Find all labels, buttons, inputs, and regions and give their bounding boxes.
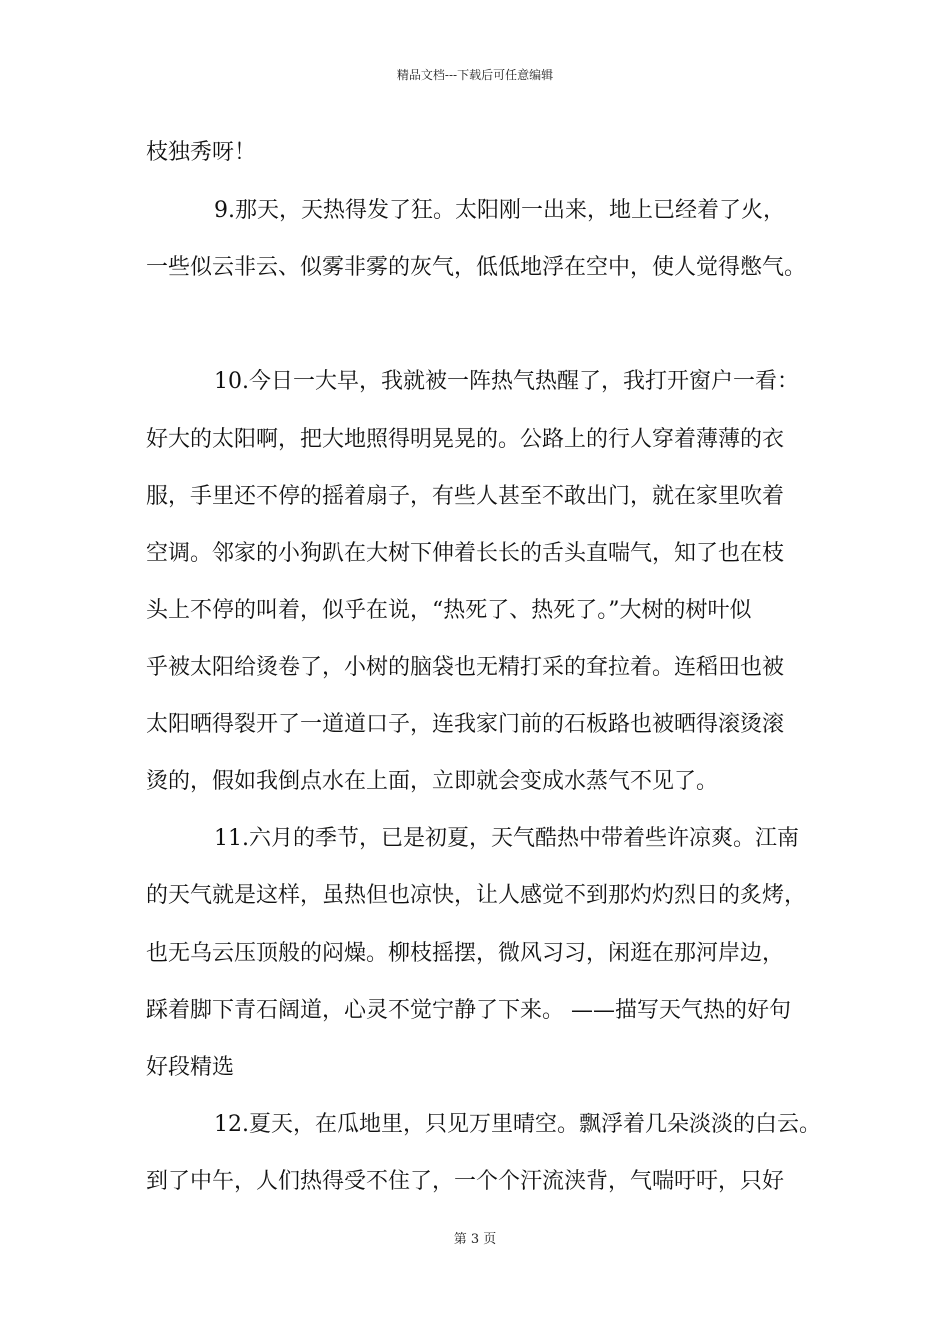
text-line: 空调。邻家的小狗趴在大树下伸着长长的舌头直喘气，知了也在枝: [146, 541, 785, 566]
text-line: 好段精选: [146, 1055, 235, 1080]
text-line: 到了中午，人们热得受不住了，一个个汗流浃背，气喘吁吁，只好: [146, 1169, 785, 1194]
text-line: 10.今日一大早，我就被一阵热气热醒了，我打开窗户一看：: [214, 369, 799, 394]
text-line: 12.夏天，在瓜地里，只见万里晴空。飘浮着几朵淡淡的白云。: [214, 1112, 821, 1137]
text-line: 服，手里还不停的摇着扇子，有些人甚至不敢出门，就在家里吹着: [146, 484, 785, 509]
text-line: 一些似云非云、似雾非雾的灰气，低低地浮在空中，使人觉得憋气。: [146, 255, 807, 280]
text-line: 枝独秀呀！: [146, 140, 257, 165]
text-line: 头上不停的叫着，似乎在说，“热死了、热死了。”大树的树叶似: [146, 598, 752, 623]
text-line: 太阳晒得裂开了一道道口子，连我家门前的石板路也被晒得滚烫滚: [146, 712, 785, 737]
text-line: 9.那天，天热得发了狂。太阳刚一出来，地上已经着了火，: [214, 198, 785, 223]
text-line: 也无乌云压顶般的闷燥。柳枝摇摆，微风习习，闲逛在那河岸边，: [146, 941, 785, 966]
text-line: 踩着脚下青石阔道，心灵不觉宁静了下来。 ——描写天气热的好句: [146, 998, 791, 1023]
text-line: 烫的，假如我倒点水在上面，立即就会变成水蒸气不见了。: [146, 769, 719, 794]
text-line: 乎被太阳给烫卷了，小树的脑袋也无精打采的耷拉着。连稻田也被: [146, 655, 785, 680]
text-line: 11.六月的季节，已是初夏，天气酷热中带着些许凉爽。江南: [214, 826, 799, 851]
text-line: 好大的太阳啊，把大地照得明晃晃的。公路上的行人穿着薄薄的衣: [146, 427, 785, 452]
text-line: 的天气就是这样，虽热但也凉快，让人感觉不到那灼灼烈日的炙烤，: [146, 883, 807, 908]
page-header: 精品文档---下载后可任意编辑: [396, 68, 554, 82]
page-footer: 第 3 页: [453, 1232, 497, 1247]
